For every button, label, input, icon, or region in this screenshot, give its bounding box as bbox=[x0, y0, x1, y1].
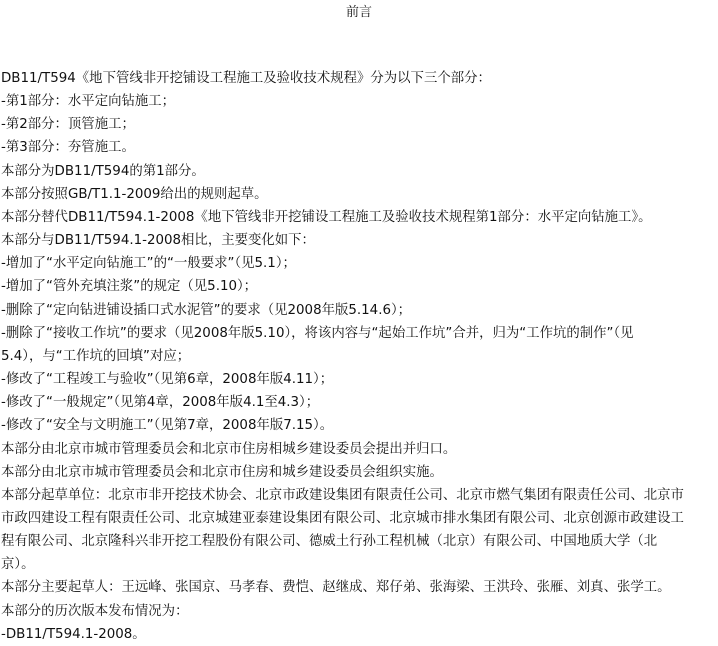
document-line: -增加了“水平定向钻施工”的“一般要求”（见5.1）； bbox=[1, 256, 296, 272]
document-line: -删除了“接收工作坑”的要求（见2008年版5.10），将该内容与“起始工作坑”合并，归为“工作坑的制作”（见 bbox=[1, 325, 634, 341]
document-line: 市政四建设工程有限责任公司、北京城建亚泰建设集团有限公司、北京城市排水集团有限公司、北京创源市政建设工 bbox=[1, 510, 684, 526]
document-line: -DB11/T594.1-2008。 bbox=[1, 626, 146, 642]
document-line: 京）。 bbox=[1, 557, 35, 573]
document-body bbox=[1, 67, 717, 646]
document-line: 本部分主要起草人：王远峰、张国京、马孝春、费恺、赵继成、郑仔弟、张海梁、王洪玲、张雁、刘真、张学工。 bbox=[1, 580, 671, 596]
document-line: -第1部分：水平定向钻施工； bbox=[1, 94, 176, 110]
document-line: -修改了“工程竣工与验收”（见第6章，2008年版4.11）； bbox=[1, 372, 334, 388]
document-line: -修改了“一般规定”（见第4章，2008年版4.1至4.3）； bbox=[1, 395, 320, 411]
document-line: 本部分由北京市城市管理委员会和北京市住房和城乡建设委员会组织实施。 bbox=[1, 464, 443, 480]
document-line: 本部分替代DB11/T594.1-2008《地下管线非开挖铺设工程施工及验收技术规程第1部分：水平定向钻施工》。 bbox=[1, 209, 652, 225]
document-line: 本部分按照GB/T1.1-2009给出的规则起草。 bbox=[1, 186, 268, 202]
document-line: 5.4），与“工作坑的回填”对应； bbox=[1, 348, 191, 364]
document-line: 本部分与DB11/T594.1-2008相比，主要变化如下： bbox=[1, 233, 315, 249]
document-line: 本部分由北京市城市管理委员会和北京市住房相城乡建设委员会提出并归口。 bbox=[1, 441, 457, 457]
document-line: 程有限公司、北京隆科兴非开挖工程股份有限公司、德威土行孙工程机械（北京）有限公司、中国地质大学（北 bbox=[1, 534, 658, 550]
document-line: -删除了“定向钻进铺设插口式水泥管”的要求（见2008年版5.14.6）； bbox=[1, 302, 412, 318]
document-line: -第3部分：夯管施工。 bbox=[1, 140, 135, 156]
document-line: 本部分的历次版本发布情况为： bbox=[1, 603, 189, 619]
page-title: 前言 bbox=[345, 5, 372, 20]
document-line: -修改了“安全与文明施工”（见第7章，2008年版7.15）。 bbox=[1, 418, 334, 434]
document-line: -增加了“管外充填注浆”的规定（见5.10）； bbox=[1, 279, 258, 295]
document-line: DB11/T594《地下管线非开挖铺设工程施工及验收技术规程》分为以下三个部分： bbox=[1, 71, 491, 86]
document-line: -第2部分：顶管施工； bbox=[1, 117, 135, 133]
document-line: 本部分起草单位：北京市非开挖技术协会、北京市政建设集团有限责任公司、北京市燃气集团有限责任公司、北京市 bbox=[1, 487, 684, 503]
document-line: 本部分为DB11/T594的第1部分。 bbox=[1, 163, 205, 179]
